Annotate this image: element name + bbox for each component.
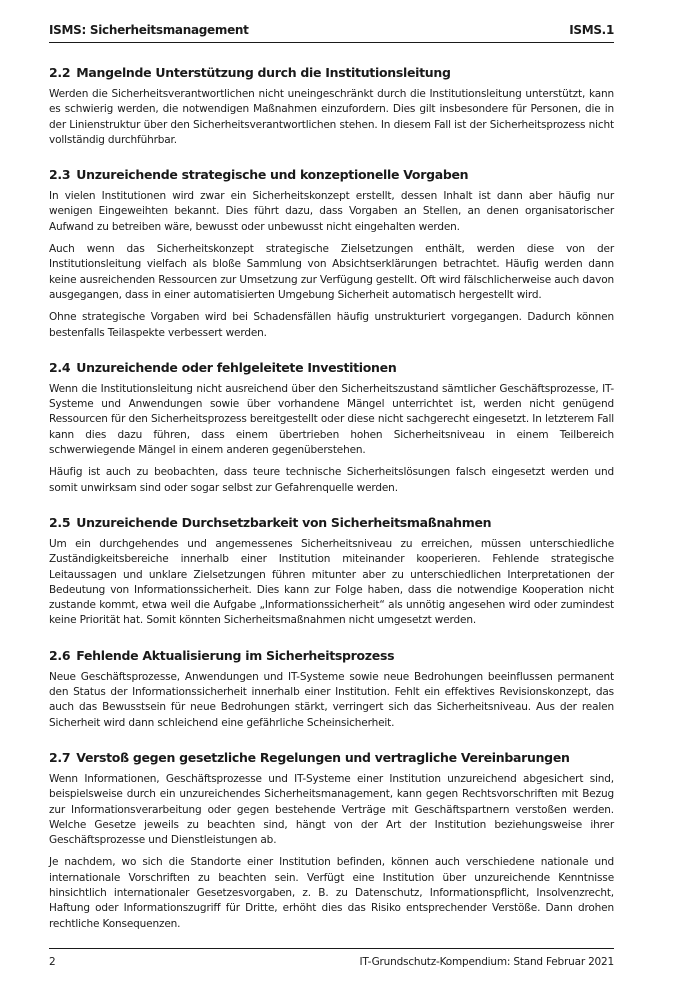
section-title: Fehlende Aktualisierung im Sicherheitsprozess (76, 647, 395, 663)
paragraph: Wenn die Institutionsleitung nicht ausreichend über den Sicherheitszustand sämtlicher Geschäftsprozesse, IT-Systeme und Anwendungen sowie über vorhandene Mängel unterrichtet ist, werden nicht genügend Ressourcen für den Sicherheitsprozess bereitgestellt oder diese nicht sachgerecht eingesetzt. In letzterem Fall kann dies dazu führen, dass einem übertrieben hohen Sicherheitsniveau in einem Teilbereich schwerwiegende Mängel in einem anderen gegenüberstehen. (49, 382, 614, 457)
section-heading (49, 647, 614, 664)
section-2-5 (49, 514, 614, 629)
footer-publication: IT-Grundschutz-Kompendium: Stand Februar 2021 (359, 956, 614, 968)
header-title: ISMS: Sicherheitsmanagement (49, 23, 249, 37)
section-heading (49, 64, 614, 81)
section-title: Mangelnde Unterstützung durch die Institutionsleitung (76, 65, 451, 80)
section-number: 2.6 (49, 647, 71, 663)
section-2-2 (49, 64, 614, 148)
section-title: Unzureichende oder fehlgeleitete Investitionen (76, 359, 397, 375)
paragraph: Um ein durchgehendes und angemessenes Sicherheitsniveau zu erreichen, müssen unterschiedliche Zuständigkeitsbereiche innerhalb einer Institution miteinander kooperieren. Fehlende strategische Leitaussagen und unklare Zielsetzungen führen mitunter aber zu unterschiedlichen Interpretationen der Bedeutung von Informationssicherheit. Dies kann zur Folge haben, dass die notwendige Kooperation nicht zustande kommt, etwa weil die Aufgabe „Informationssicherheit“ als unnötig angesehen wird oder zumindest keine Priorität hat. Somit könnten Sicherheitsmaßnahmen nicht umgesetzt werden. (49, 537, 614, 627)
header-module-id: ISMS.1 (569, 23, 614, 37)
section-number: 2.4 (49, 359, 71, 375)
paragraph: In vielen Institutionen wird zwar ein Sicherheitskonzept erstellt, dessen Inhalt ist dann aber häufig nur wenigen Eingeweihten bekannt. Dies führt dazu, dass Vorgaben an Stellen, an denen organisatorischer Aufwand zu betreiben wäre, bewusst oder unbewusst nicht eingehalten werden. (49, 190, 614, 233)
section-title: Unzureichende strategische und konzeptionelle Vorgaben (76, 167, 469, 183)
section-heading (49, 166, 614, 183)
section-heading (49, 514, 614, 531)
page-number: 2 (49, 956, 56, 968)
paragraph: Auch wenn das Sicherheitskonzept strategische Zielsetzungen enthält, werden diese von der Institutionsleitung vielfach als bloße Sammlung von Absichtserklärungen betrachtet. Häufig werden dann keine ausreichenden Ressourcen zur Umsetzung zur Verfügung gestellt. Oft wird fälschlicherweise auch davon ausgegangen, dass in einer automatisierten Umgebung Sicherheit automatisch hergestellt wird. (49, 243, 614, 301)
page-footer (49, 948, 614, 971)
section-heading (49, 359, 614, 376)
section-2-3 (49, 166, 614, 341)
section-number: 2.3 (49, 167, 71, 183)
section-2-6 (49, 647, 614, 731)
paragraph: Je nachdem, wo sich die Standorte einer Institution befinden, können auch verschiedene nationale und internationale Vorschriften zu beachten sein. Verfügt eine Institution über unzureichende Kenntnisse hinsichtlich internationaler Gesetzesvorgaben, z. B. zu Datenschutz, Informationspflicht, Insolvenzrecht, Haftung oder Informationszugriff für Dritte, erhöht dies das Risiko entsprechender Verstöße. Dann drohen rechtliche Konsequenzen. (49, 856, 614, 930)
section-heading (49, 749, 614, 766)
section-number: 2.5 (49, 514, 71, 530)
section-2-7 (49, 749, 614, 932)
paragraph: Wenn Informationen, Geschäftsprozesse und IT-Systeme einer Institution unzureichend abgesichert sind, beispielsweise durch ein unzureichendes Sicherheitsmanagement, kann gegen Rechtsvorschriften mit Bezug zur Informationsverarbeitung oder gegen bestehende Verträge mit Geschäftspartnern verstoßen werden. Welche Gesetze jeweils zu beachten sind, hängt von der Art der Institution beziehungsweise ihrer Geschäftsprozesse und Dienstleistungen ab. (49, 772, 614, 847)
paragraph: Häufig ist auch zu beobachten, dass teure technische Sicherheitslösungen falsch eingesetzt werden und somit unwirksam sind oder sogar selbst zur Gefahrenquelle werden. (49, 466, 614, 494)
section-title: Verstoß gegen gesetzliche Regelungen und vertragliche Vereinbarungen (76, 749, 570, 765)
section-number: 2.7 (49, 749, 71, 765)
section-2-4 (49, 359, 614, 496)
paragraph: Ohne strategische Vorgaben wird bei Schadensfällen häufig unstrukturiert vorgegangen. Dadurch können bestenfalls Teilaspekte verbessert werden. (49, 311, 614, 339)
section-title: Unzureichende Durchsetzbarkeit von Sicherheitsmaßnahmen (76, 514, 492, 530)
section-number: 2.2 (49, 65, 71, 80)
paragraph: Neue Geschäftsprozesse, Anwendungen und IT-Systeme sowie neue Bedrohungen beeinflussen permanent den Status der Informationssicherheit innerhalb einer Institution. Fehlt ein effektives Revisionskonzept, das auch das Bewusstsein für neue Bedrohungen stärkt, verringert sich das Sicherheitsniveau. Aus der realen Sicherheit wird dann schleichend eine gefährliche Scheinsicherheit. (49, 670, 614, 729)
page-header (49, 22, 614, 43)
paragraph: Werden die Sicherheitsverantwortlichen nicht uneingeschränkt durch die Institutionsleitung unterstützt, kann es schwierig werden, die notwendigen Maßnahmen einzufordern. Dies gilt insbesondere für Personen, die in der Linienstruktur über den Sicherheitsverantwortlichen stehen. In diesem Fall ist der Sicherheitsprozess nicht vollständig durchführbar. (49, 88, 614, 146)
document-body (49, 64, 614, 950)
